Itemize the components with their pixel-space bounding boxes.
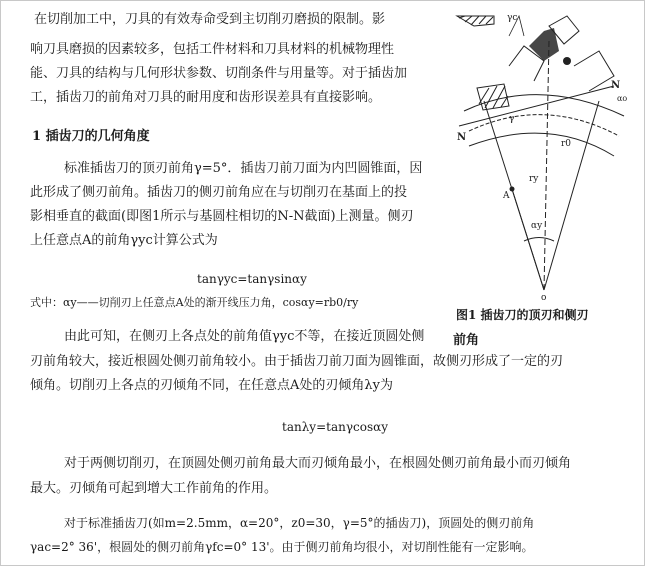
para3-line1: 由此可知，在侧刃上各点处的前角值γyc不等，在接近顶圆处侧 [64, 329, 425, 344]
figure-caption-tail: 前角 [453, 333, 480, 348]
para3-line2: 刃前角较大，接近根圆处侧刃前角较小。由于插齿刀前刀面为圆锥面，故侧刃形成了一定的刃 [30, 354, 564, 369]
fig-label-ry: ry [529, 174, 539, 184]
figure-1-diagram [449, 6, 639, 302]
para1-line3: 能、刀具的结构与几何形状参数、切削条件与用量等。对于插齿加 [30, 66, 408, 81]
para5-line1: 对于标准插齿刀(如m=2.5mm，α=20°，z0=30，γ=5°的插齿刀)，顶圆处的侧刃前角 [64, 516, 535, 530]
formula-tan-gamma-yc: tanγyc=tanγsinαy [197, 272, 307, 286]
para2-line3: 影相垂直的截面(即图1所示与基圆柱相切的N-N截面)上测量。侧刃 [30, 209, 414, 224]
fig-label-gamma-c: γc [507, 13, 518, 23]
para2-line4: 上任意点A的前角γyc计算公式为 [30, 233, 218, 248]
tooth-section-top [457, 16, 494, 26]
para1-line4: 工，插齿刀的前角对刀具的耐用度和齿形误差具有直接影响。 [30, 90, 382, 105]
para4-line2: 最大。刃倾角可起到增大工作前角的作用。 [30, 481, 278, 496]
para1-line2: 响刀具磨损的因素较多，包括工件材料和刀具材料的机械物理性 [30, 42, 395, 57]
para4-line1: 对于两侧切削刃，在顶圆处侧刃前角最大而刃倾角最小，在根圆处侧刃前角最小而刃倾角 [64, 456, 572, 471]
para1-line1: 在切削加工中，刀具的有效寿命受到主切削刃磨损的限制。影 [34, 12, 386, 27]
section-heading: 1 插齿刀的几何角度 [32, 129, 150, 144]
para2-line1: 标准插齿刀的顶刃前角γ=5°．插齿刀前刀面为内凹圆锥面，因 [64, 161, 423, 176]
svg-text:γ: γ [509, 114, 515, 124]
para2-line2: 此形成了侧刃前角。插齿刀的侧刃前角应在与切削刃在基面上的投 [30, 185, 408, 200]
fig-label-a: A [503, 191, 510, 201]
figure-caption: 图1 插齿刀的顶刃和侧刃 [456, 308, 589, 322]
fig-label-o: o [541, 293, 547, 302]
formula-tan-lambda-y: tanλy=tanγcosαy [282, 420, 389, 434]
fig-label-alpha-o: αo [617, 94, 628, 103]
para5-line2: γac=2° 36'，根圆处的侧刃前角γfc=0° 13'。由于侧刃前角均很小，对切削性能有一定影响。 [30, 540, 534, 554]
fig-label-n-left: N [457, 132, 467, 143]
fig-label-alpha-y: αy [531, 221, 543, 231]
fig-label-r0: r0 [561, 139, 572, 149]
para3-line3: 倾角。切削刃上各点的刃倾角不同，在任意点A处的刃倾角λy为 [30, 378, 393, 393]
fig-label-n-right: N [611, 80, 621, 91]
formula-note: 式中：αy——切削刃上任意点A处的渐开线压力角，cosαy=rb0/ry [30, 296, 359, 309]
